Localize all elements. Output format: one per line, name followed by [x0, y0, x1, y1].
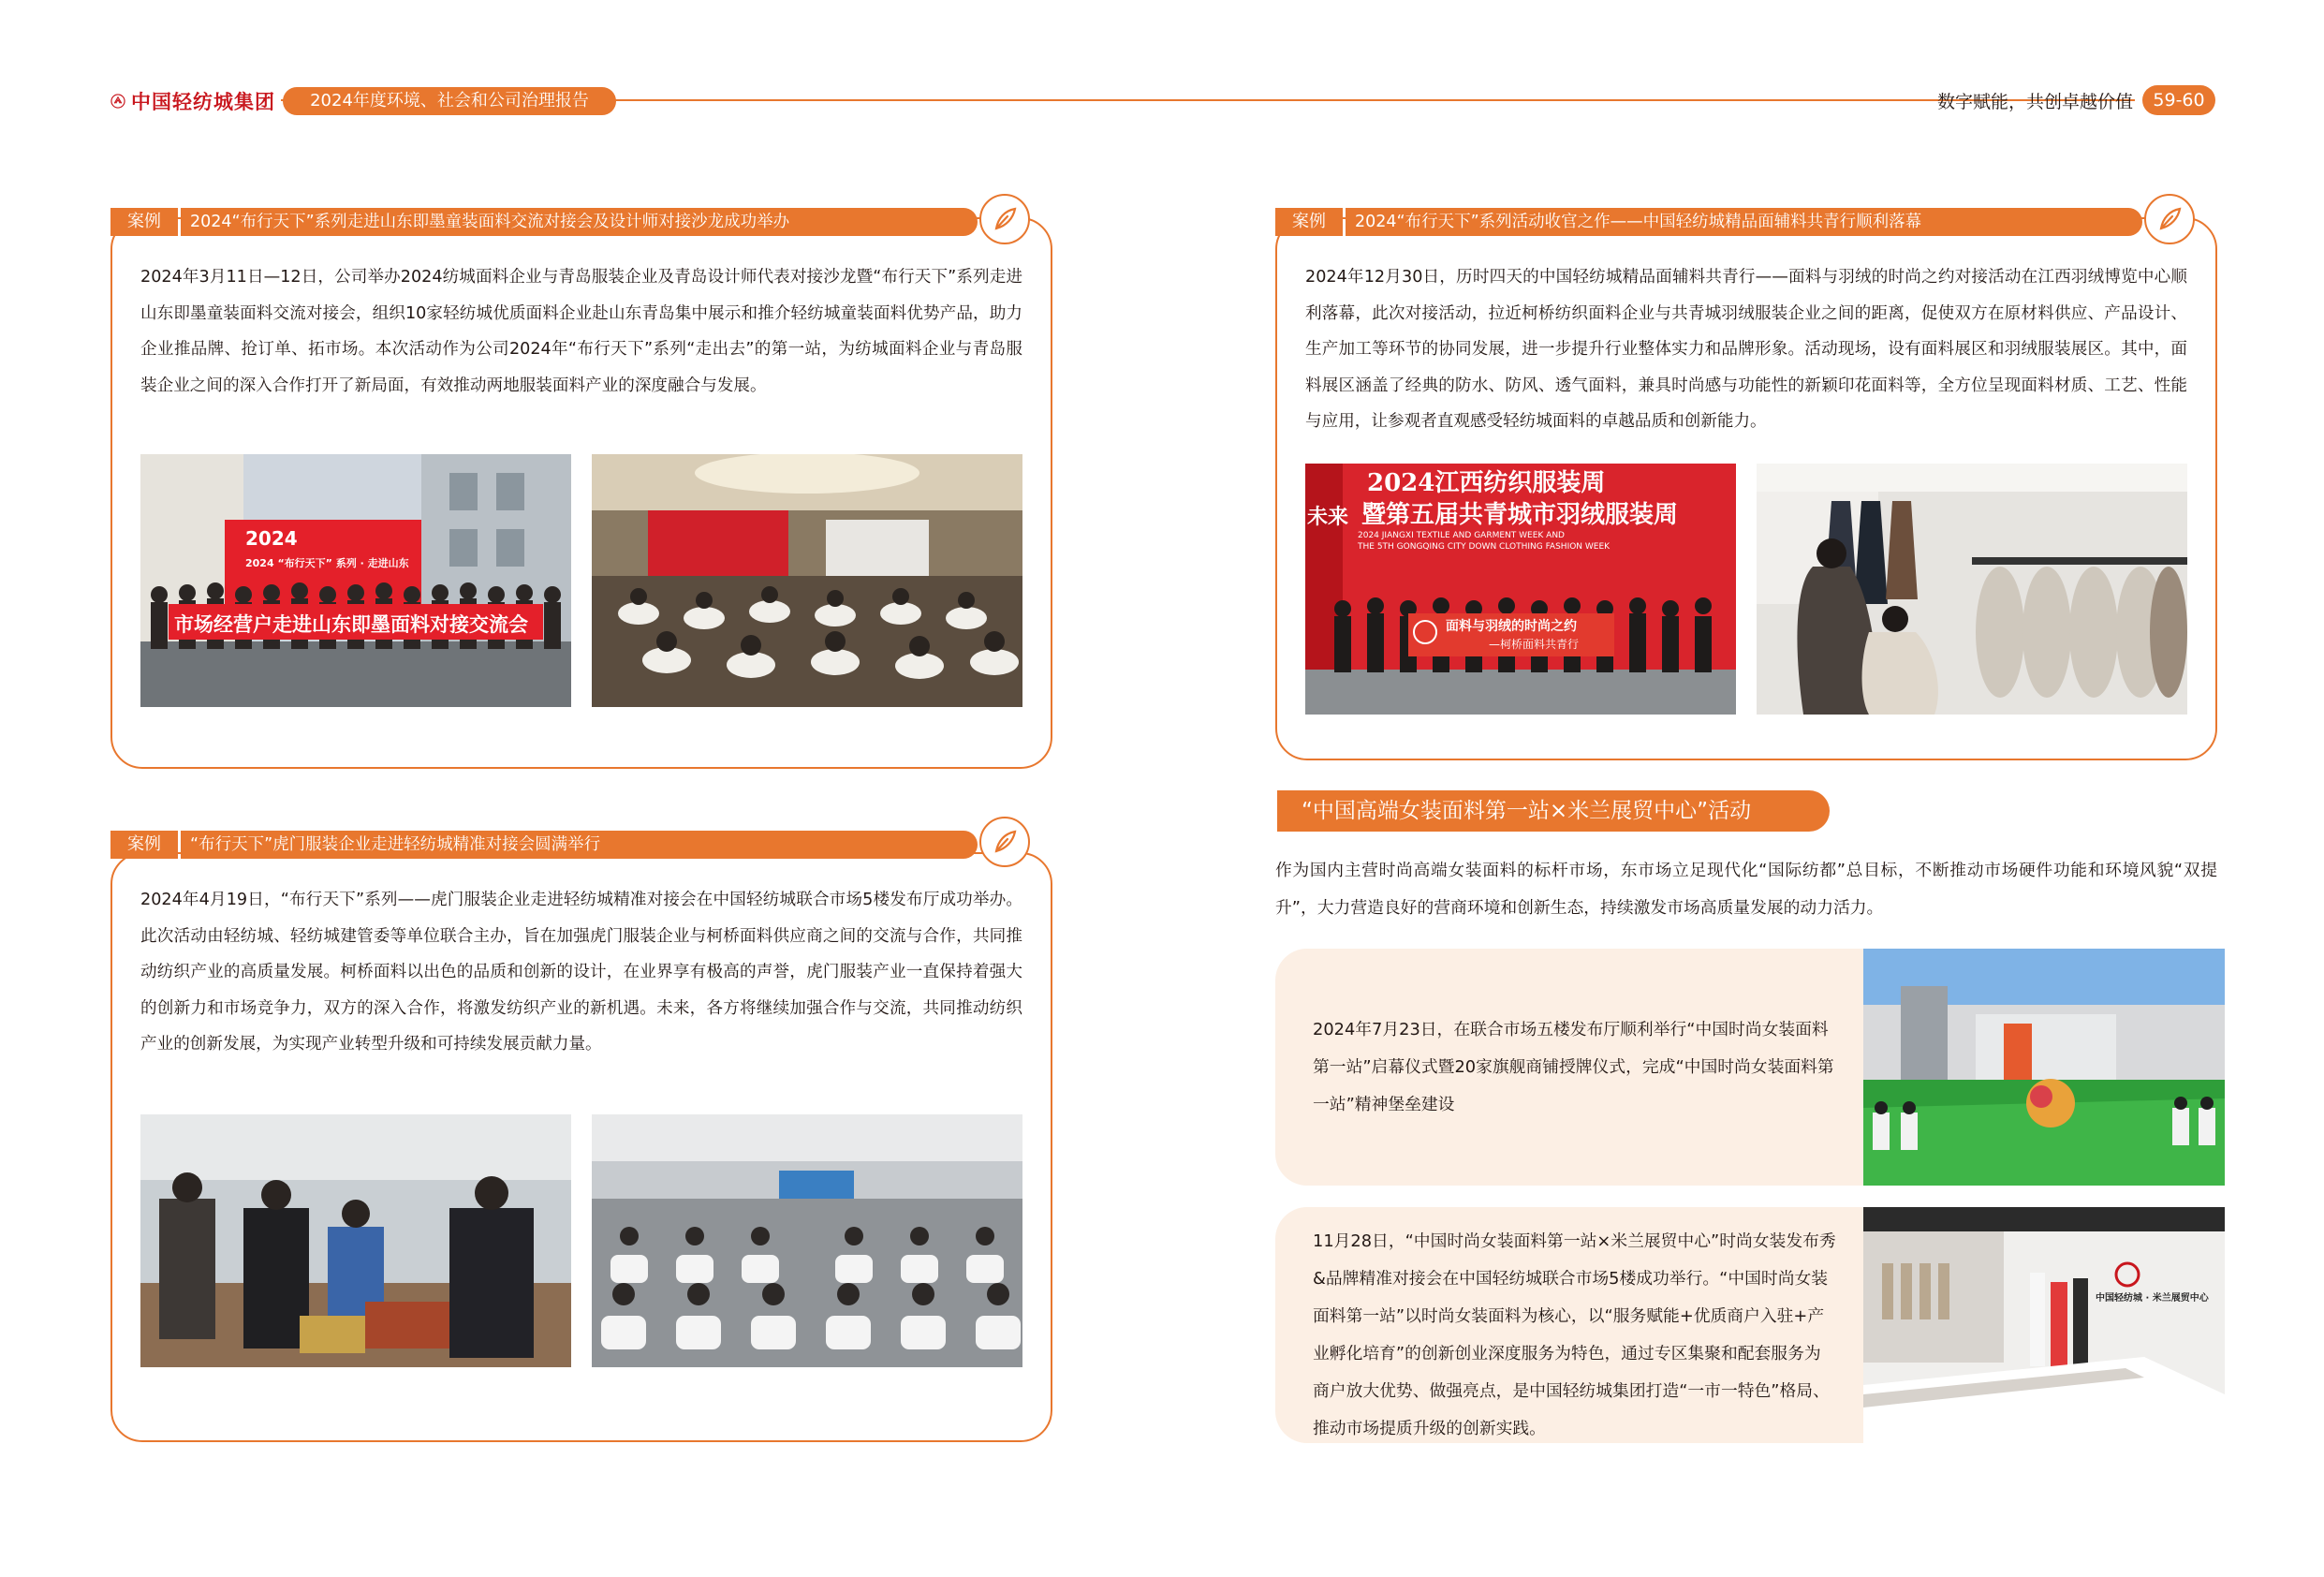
- photo-banner-en2: THE 5TH GONGQING CITY DOWN CLOTHING FASHION WEEK: [1358, 542, 1611, 552]
- feather-icon-badge-2: [979, 817, 1030, 867]
- photo-qingdao-salon: [592, 454, 1022, 707]
- section-heading-accent: [1270, 790, 1277, 832]
- case-header-2: [110, 831, 978, 859]
- photo-banner-subtitle: 2024 “布行天下” 系列 · 走进山东: [245, 557, 409, 569]
- feather-icon: [991, 828, 1019, 856]
- feather-icon-badge-3: [2144, 194, 2195, 244]
- company-logo: [110, 82, 275, 120]
- report-title: 2024年度环境、社会和公司治理报告: [283, 87, 616, 115]
- logo-text: 中国轻纺城集团: [131, 90, 275, 113]
- event-text-1: 2024年7月23日，在联合市场五楼发布厅顺利举行“中国时尚女装面料第一站”启幕仪式暨20家旗舰商铺授牌仪式，完成“中国时尚女装面料第一站”精神堡垒建设: [1313, 1020, 1834, 1114]
- case-body-1: 2024年3月11日—12日，公司举办2024纺城面料企业与青岛服装企业及青岛设计师代表对接沙龙暨“布行天下”系列走进山东即墨童装面料交流对接会，组织10家轻纺城优质面料企业赴山东青岛集中展示和推介轻纺城童装面料优势产品，助力企业推品牌、抢订单、拓市场。本次活动作为公司2024年“布行天下”系列“走出去”的第一站，为纺城面料企业与青岛服装企业之间的深入合作打开了新局面，有效推动两地服装面料产业的深度融合与发展。: [140, 268, 1022, 395]
- photo-down-jacket-showroom: [1757, 464, 2187, 715]
- photo-jiangxi-fashion-week: [1305, 464, 1736, 715]
- case-header-3: [1275, 208, 2142, 236]
- company-logo-icon: [110, 85, 125, 117]
- showroom-sign: 中国轻纺城 · 米兰展贸中心: [2096, 1293, 2209, 1304]
- photo-banner-line2: 暨第五届共青城市羽绒服装周: [1361, 501, 1679, 529]
- photo-sub-banner-2: —柯桥面料共青行: [1489, 638, 1580, 651]
- section-intro: 作为国内主营时尚高端女装面料的标杆市场，东市场立足现代化“国际纺都”总目标，不断推动市场硬件功能和环境风貌“双提升”，大力营造良好的营商环境和创新生态，持续激发市场高质量发展的动力活力。: [1275, 861, 2217, 918]
- chapter-slogan: 数字赋能，共创卓越价值: [1936, 92, 2133, 112]
- feather-icon: [991, 205, 1019, 233]
- photo-humen-fabric-sampling: [140, 1114, 571, 1367]
- case-title: 2024“布行天下”系列走进山东即墨童装面料交流对接会及设计师对接沙龙成功举办: [181, 208, 978, 236]
- event-text-2: 11月28日，“中国时尚女装面料第一站×米兰展贸中心”时尚女装发布秀&品牌精准对接会在中国轻纺城联合市场5楼成功举行。“中国时尚女装面料第一站”以时尚女装面料为核心，以“服务赋能+优质商户入驻+产业孵化培育”的创新创业深度服务为特色，通过专区集聚和配套服务为商户放大优势、做强亮点，是中国轻纺城集团打造“一市一特色”格局、推动市场提质升级的创新实践。: [1313, 1231, 1836, 1438]
- page-numbers: 59-60: [2142, 85, 2215, 115]
- photo-side-text: 未来: [1307, 506, 1349, 529]
- case-header-1: [110, 208, 978, 236]
- photo-humen-audience: [592, 1114, 1022, 1367]
- case-tag: 案例: [1275, 208, 1343, 236]
- photo-banner-year: 2024: [245, 527, 298, 550]
- case-tag: 案例: [110, 831, 178, 859]
- case-body-2: 2024年4月19日，“布行天下”系列——虎门服装企业走进轻纺城精准对接会在中国轻纺城联合市场5楼发布厅成功举办。此次活动由轻纺城、轻纺城建管委等单位联合主办，旨在加强虎门服装企业与柯桥面料供应商之间的交流与合作，共同推动纺织产业的高质量发展。柯桥面料以出色的品质和创新的设计，在业界享有极高的声誉，虎门服装产业一直保持着强大的创新力和市场竞争力，双方的深入合作，将激发纺织产业的新机遇。未来，各方将继续加强合作与交流，共同推动纺织产业的创新发展，为实现产业转型升级和可持续发展贡献力量。: [140, 891, 1022, 1054]
- case-body-3: 2024年12月30日，历时四天的中国轻纺城精品面辅料共青行——面料与羽绒的时尚之约对接活动在江西羽绒博览中心顺利落幕，此次对接活动，拉近柯桥纺织面料企业与共青城羽绒服装企业之间的距离，促使双方在原材料供应、产品设计、生产加工等环节的协同发展，进一步提升行业整体实力和品牌形象。活动现场，设有面料展区和羽绒服装展区。其中，面料展区涵盖了经典的防水、防风、透气面料，兼具时尚感与功能性的新颖印花面料等，全方位呈现面料材质、工艺、性能与应用，让参观者直观感受轻纺城面料的卓越品质和创新能力。: [1305, 268, 2187, 431]
- feather-icon-badge-1: [979, 194, 1030, 244]
- photo-banner-line1: 2024江西纺织服装周: [1367, 469, 1606, 497]
- case-tag: 案例: [110, 208, 178, 236]
- photo-banner-en1: 2024 JIANGXI TEXTILE AND GARMENT WEEK AND: [1358, 531, 1565, 540]
- case-title: 2024“布行天下”系列活动收官之作——中国轻纺城精品面辅料共青行顺利落幕: [1346, 208, 2142, 236]
- photo-milan-showroom: [1863, 1207, 2225, 1443]
- section-heading: “中国高端女装面料第一站×米兰展贸中心”活动: [1275, 790, 1830, 832]
- photo-opening-ceremony: [1863, 949, 2225, 1186]
- photo-banner-text: 市场经营户走进山东即墨面料对接交流会: [174, 613, 528, 636]
- feather-icon: [2155, 205, 2184, 233]
- photo-sub-banner: 面料与羽绒的时尚之约: [1446, 619, 1577, 634]
- photo-qingdao-group: [140, 454, 571, 707]
- case-title: “布行天下”虎门服装企业走进轻纺城精准对接会圆满举行: [181, 831, 978, 859]
